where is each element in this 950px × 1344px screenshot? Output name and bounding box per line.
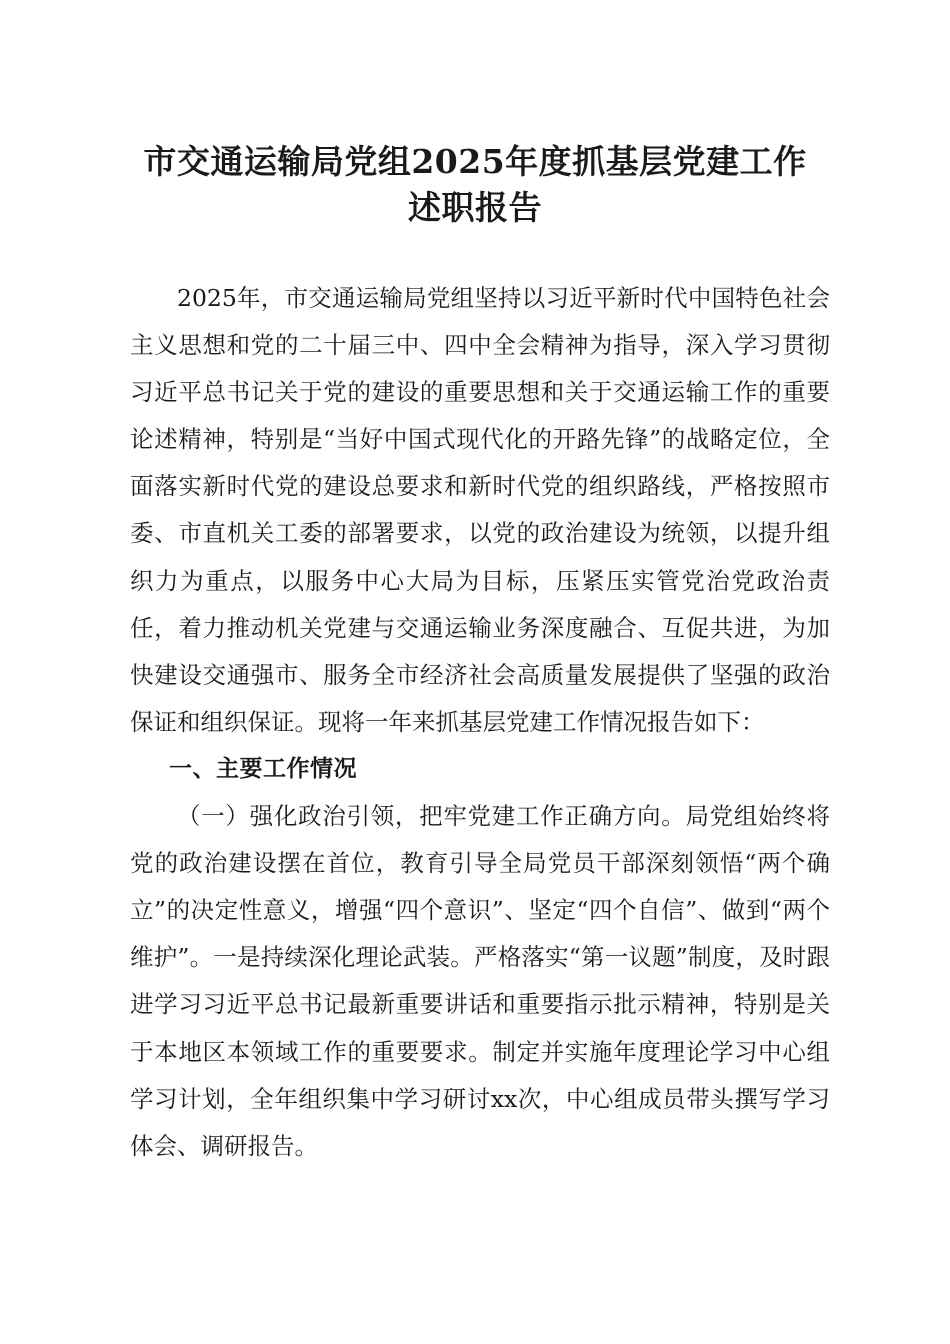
document-body: [130, 275, 830, 1170]
subsection-paragraph-political-leadership: （一）强化政治引领，把牢党建工作正确方向。局党组始终将党的政治建设摆在首位，教育引导全局党员干部深刻领悟“两个确立”的决定性意义，增强“四个意识”、坚定“四个自信”、做到“两个维护”。一是持续深化理论武装。严格落实“第一议题”制度，及时跟进学习习近平总书记最新重要讲话和重要指示批示精神，特别是关于本地区本领域工作的重要要求。制定并实施年度理论学习中心组学习计划，全年组织集中学习研讨xx次，中心组成员带头撰写学习体会、调研报告。: [130, 802, 830, 1160]
section-heading-main-work: 一、主要工作情况: [169, 755, 357, 782]
document-title-line-2: 述职报告: [408, 188, 542, 227]
document-title-line-1: 市交通运输局党组2025年度抓基层党建工作: [143, 142, 807, 181]
intro-paragraph: 2025年，市交通运输局党组坚持以习近平新时代中国特色社会主义思想和党的二十届三中、四中全会精神为指导，深入学习贯彻习近平总书记关于党的建设的重要思想和关于交通运输工作的重要论述精神，特别是“当好中国式现代化的开路先锋”的战略定位，全面落实新时代党的建设总要求和新时代党的组织路线，严格按照市委、市直机关工委的部署要求，以党的政治建设为统领，以提升组织力为重点，以服务中心大局为目标，压紧压实管党治党政治责任，着力推动机关党建与交通运输业务深度融合、互促共进，为加快建设交通强市、服务全市经济社会高质量发展提供了坚强的政治保证和组织保证。现将一年来抓基层党建工作情况报告如下：: [130, 284, 830, 736]
